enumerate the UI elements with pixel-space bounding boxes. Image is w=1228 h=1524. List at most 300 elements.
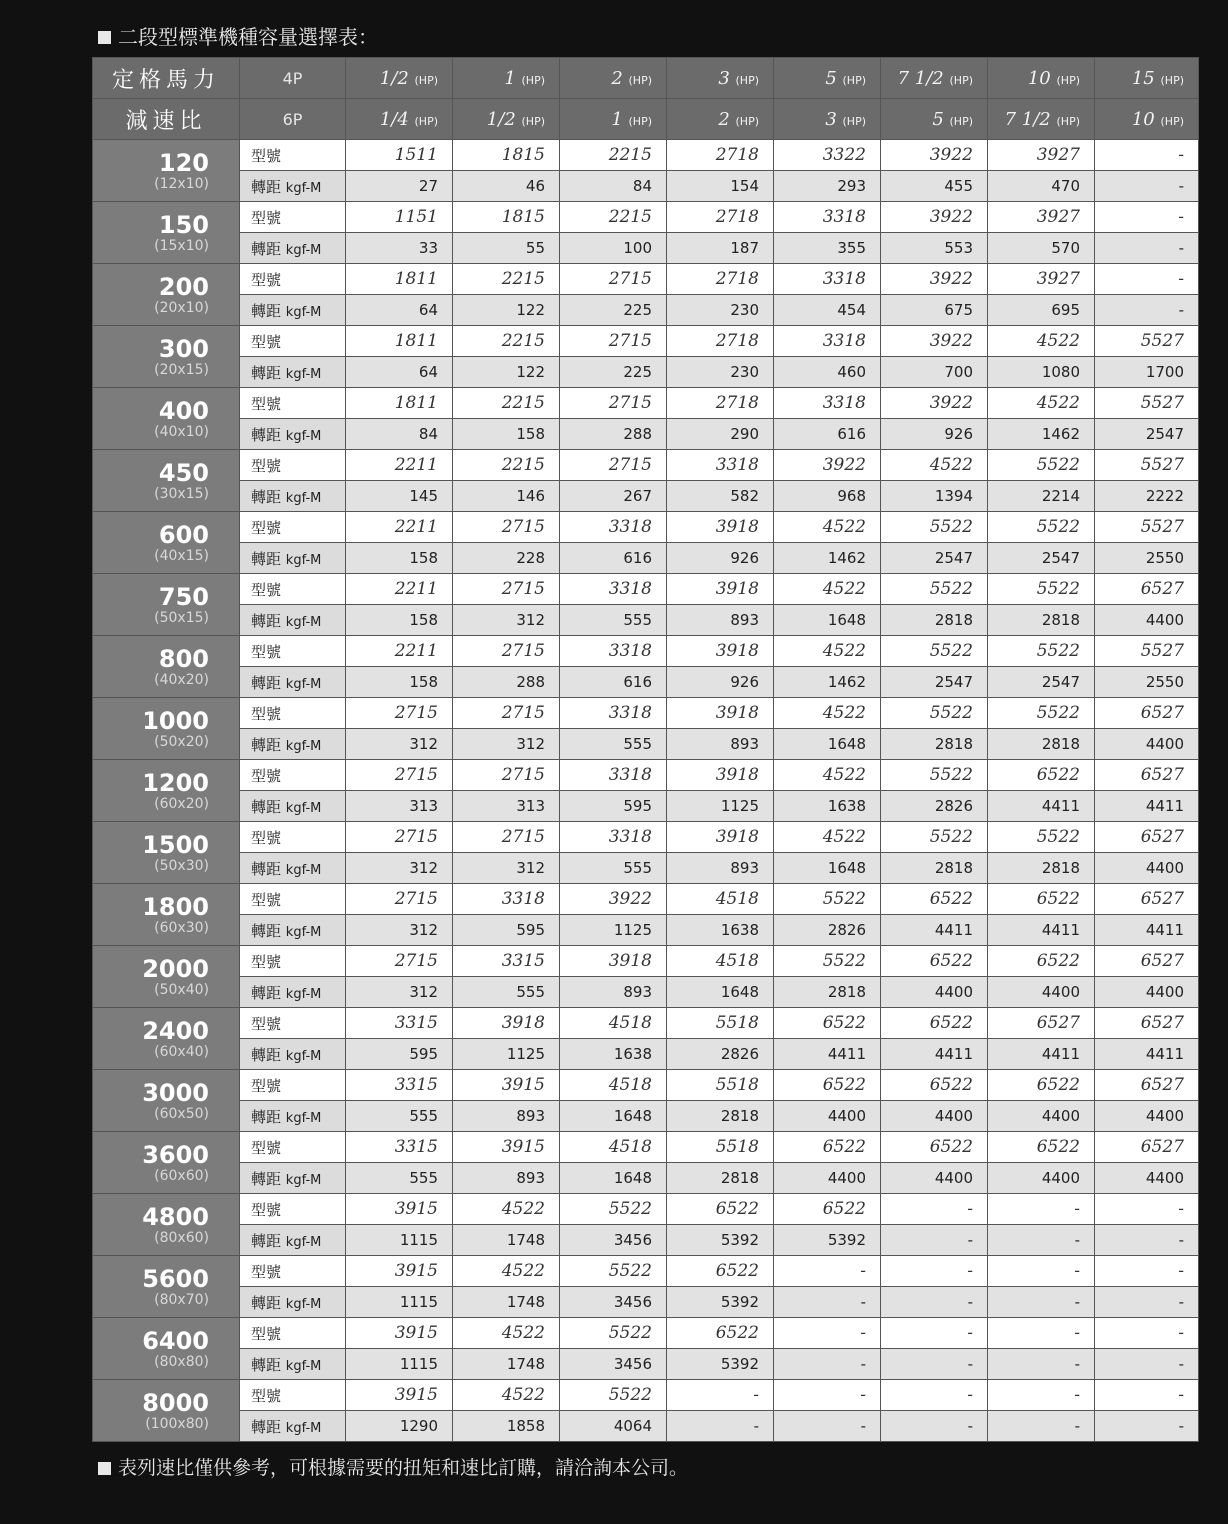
torque-label-text: 轉距 xyxy=(251,549,282,568)
model-cell: 5522 xyxy=(560,1194,667,1225)
torque-cell: 4411 xyxy=(1095,1039,1199,1070)
torque-label xyxy=(240,419,346,450)
model-cell: 5527 xyxy=(1095,326,1199,357)
model-row xyxy=(93,1256,1199,1287)
torque-cell: 893 xyxy=(667,729,774,760)
model-cell: 2718 xyxy=(667,388,774,419)
torque-cell: 1648 xyxy=(667,977,774,1008)
model-cell: 5522 xyxy=(988,574,1095,605)
torque-label-text: 轉距 xyxy=(251,425,282,444)
model-cell: 2715 xyxy=(560,388,667,419)
model-cell: 2211 xyxy=(346,574,453,605)
model-cell: 2718 xyxy=(667,202,774,233)
model-label: 型號 xyxy=(240,140,346,171)
torque-unit: kgf-M xyxy=(285,1048,322,1064)
model-label: 型號 xyxy=(240,264,346,295)
torque-cell: 1125 xyxy=(667,791,774,822)
model-cell: - xyxy=(881,1380,988,1411)
torque-cell: 2547 xyxy=(988,667,1095,698)
torque-label xyxy=(240,171,346,202)
torque-cell: 616 xyxy=(774,419,881,450)
model-cell: 6522 xyxy=(881,1008,988,1039)
model-label: 型號 xyxy=(240,1132,346,1163)
model-cell: 3915 xyxy=(346,1380,453,1411)
torque-cell: 4411 xyxy=(988,915,1095,946)
torque-row xyxy=(93,419,1199,450)
model-cell: 5522 xyxy=(881,822,988,853)
ratio-cell xyxy=(93,450,240,512)
torque-cell: 1125 xyxy=(453,1039,560,1070)
torque-cell: 312 xyxy=(346,977,453,1008)
model-cell: 4518 xyxy=(667,946,774,977)
ratio-cell xyxy=(93,264,240,326)
torque-unit: kgf-M xyxy=(285,1420,322,1436)
torque-label xyxy=(240,233,346,264)
torque-row xyxy=(93,791,1199,822)
model-cell: - xyxy=(1095,1256,1199,1287)
torque-cell: 288 xyxy=(560,419,667,450)
model-cell: 1151 xyxy=(346,202,453,233)
torque-label xyxy=(240,1287,346,1318)
reduction-ratio-label: 減速比 xyxy=(93,99,240,140)
torque-cell: 27 xyxy=(346,171,453,202)
hp-6p-cell xyxy=(453,99,560,140)
torque-unit: kgf-M xyxy=(285,242,322,258)
torque-cell: 312 xyxy=(453,853,560,884)
model-row xyxy=(93,884,1199,915)
torque-cell: 700 xyxy=(881,357,988,388)
torque-row xyxy=(93,295,1199,326)
torque-cell: 2818 xyxy=(881,605,988,636)
torque-cell: 1748 xyxy=(453,1349,560,1380)
model-cell: 2215 xyxy=(560,140,667,171)
torque-label-text: 轉距 xyxy=(251,1231,282,1250)
torque-cell: 1638 xyxy=(560,1039,667,1070)
torque-cell: 893 xyxy=(667,853,774,884)
model-cell: 2215 xyxy=(453,388,560,419)
ratio-value: 4800 xyxy=(142,1202,209,1231)
hp-value: 5 xyxy=(825,67,837,89)
ratio-breakdown: (60x50) xyxy=(154,1105,209,1122)
ratio-value: 1800 xyxy=(142,892,209,921)
model-row xyxy=(93,202,1199,233)
torque-label xyxy=(240,977,346,1008)
model-cell: 3922 xyxy=(881,140,988,171)
model-cell: 6527 xyxy=(1095,574,1199,605)
heading-text: 二段型標準機種容量選擇表： xyxy=(118,25,378,49)
model-cell: 6522 xyxy=(667,1194,774,1225)
model-cell: 2715 xyxy=(346,884,453,915)
hp-value: 1 xyxy=(504,67,516,89)
model-cell: 2715 xyxy=(346,698,453,729)
bullet-square-icon xyxy=(98,1462,111,1475)
model-cell: 3922 xyxy=(881,326,988,357)
torque-cell: 1648 xyxy=(560,1163,667,1194)
model-cell: 3918 xyxy=(667,698,774,729)
model-cell: 6522 xyxy=(988,1070,1095,1101)
ratio-breakdown: (80x60) xyxy=(154,1229,209,1246)
torque-cell: 3456 xyxy=(560,1287,667,1318)
torque-cell: 1462 xyxy=(774,543,881,574)
torque-cell: 4400 xyxy=(774,1163,881,1194)
torque-label xyxy=(240,481,346,512)
model-cell: 6522 xyxy=(774,1132,881,1163)
ratio-breakdown: (12x10) xyxy=(154,175,209,192)
bullet-square-icon xyxy=(98,31,111,44)
torque-row xyxy=(93,729,1199,760)
header-row-4p xyxy=(93,58,1199,99)
ratio-cell xyxy=(93,1380,240,1442)
torque-cell: 3456 xyxy=(560,1349,667,1380)
torque-cell: 230 xyxy=(667,295,774,326)
torque-label xyxy=(240,1349,346,1380)
torque-unit: kgf-M xyxy=(285,800,322,816)
model-cell: 4518 xyxy=(560,1070,667,1101)
footnote xyxy=(98,1453,688,1483)
torque-cell: - xyxy=(881,1411,988,1442)
torque-row xyxy=(93,1411,1199,1442)
ratio-cell xyxy=(93,1256,240,1318)
model-cell: 2718 xyxy=(667,140,774,171)
ratio-breakdown: (50x15) xyxy=(154,609,209,626)
model-row xyxy=(93,1008,1199,1039)
ratio-cell xyxy=(93,946,240,1008)
ratio-breakdown: (80x80) xyxy=(154,1353,209,1370)
hp-unit: (HP) xyxy=(735,73,759,87)
ratio-cell xyxy=(93,1194,240,1256)
torque-cell: 454 xyxy=(774,295,881,326)
table-heading xyxy=(98,22,378,52)
torque-cell: 158 xyxy=(346,605,453,636)
ratio-value: 1000 xyxy=(142,706,209,735)
model-row xyxy=(93,450,1199,481)
model-cell: 3922 xyxy=(560,884,667,915)
torque-unit: kgf-M xyxy=(285,180,322,196)
hp-6p-cell xyxy=(560,99,667,140)
hp-4p-cell xyxy=(560,58,667,99)
model-cell: 6522 xyxy=(881,1070,988,1101)
torque-cell: 33 xyxy=(346,233,453,264)
ratio-cell xyxy=(93,202,240,264)
model-cell: 5527 xyxy=(1095,388,1199,419)
model-cell: 4522 xyxy=(988,326,1095,357)
model-cell: 3315 xyxy=(346,1070,453,1101)
torque-unit: kgf-M xyxy=(285,366,322,382)
torque-row xyxy=(93,233,1199,264)
torque-label-text: 轉距 xyxy=(251,1355,282,1374)
torque-cell: 1115 xyxy=(346,1287,453,1318)
model-cell: 2715 xyxy=(346,822,453,853)
torque-row xyxy=(93,357,1199,388)
torque-cell: 455 xyxy=(881,171,988,202)
hp-value: 3 xyxy=(825,108,837,130)
torque-cell: 2550 xyxy=(1095,543,1199,574)
model-cell: - xyxy=(1095,140,1199,171)
torque-cell: 1700 xyxy=(1095,357,1199,388)
torque-cell: 312 xyxy=(453,605,560,636)
torque-cell: 145 xyxy=(346,481,453,512)
hp-unit: (HP) xyxy=(949,73,973,87)
hp-4p-cell xyxy=(1095,58,1199,99)
ratio-cell xyxy=(93,884,240,946)
model-cell: 3318 xyxy=(774,202,881,233)
model-cell: 6522 xyxy=(881,884,988,915)
hp-value: 1/4 xyxy=(379,108,409,130)
ratio-cell xyxy=(93,512,240,574)
torque-cell: - xyxy=(881,1225,988,1256)
hp-4p-cell xyxy=(667,58,774,99)
torque-label xyxy=(240,543,346,574)
torque-row xyxy=(93,1287,1199,1318)
torque-label-text: 轉距 xyxy=(251,363,282,382)
model-cell: 1511 xyxy=(346,140,453,171)
torque-row xyxy=(93,1039,1199,1070)
ratio-value: 600 xyxy=(158,520,209,549)
hp-unit: (HP) xyxy=(842,114,866,128)
torque-cell: 230 xyxy=(667,357,774,388)
ratio-cell xyxy=(93,574,240,636)
model-cell: 3922 xyxy=(881,388,988,419)
model-cell: 3915 xyxy=(453,1070,560,1101)
torque-cell: 158 xyxy=(346,543,453,574)
torque-unit: kgf-M xyxy=(285,614,322,630)
torque-row xyxy=(93,977,1199,1008)
model-row xyxy=(93,574,1199,605)
torque-cell: 1648 xyxy=(774,729,881,760)
torque-cell: 64 xyxy=(346,357,453,388)
ratio-value: 5600 xyxy=(142,1264,209,1293)
torque-cell: 595 xyxy=(560,791,667,822)
pole-4p-label: 4P xyxy=(240,58,346,99)
torque-cell: - xyxy=(988,1225,1095,1256)
torque-cell: 4411 xyxy=(881,1039,988,1070)
hp-value: 3 xyxy=(718,67,730,89)
model-row xyxy=(93,698,1199,729)
model-cell: 5522 xyxy=(881,512,988,543)
torque-label-text: 轉距 xyxy=(251,1045,282,1064)
torque-cell: 5392 xyxy=(774,1225,881,1256)
torque-cell: 4400 xyxy=(1095,729,1199,760)
ratio-breakdown: (40x10) xyxy=(154,423,209,440)
model-cell: 1815 xyxy=(453,202,560,233)
model-row xyxy=(93,140,1199,171)
torque-cell: - xyxy=(1095,171,1199,202)
model-cell: 6522 xyxy=(774,1008,881,1039)
torque-cell: 2818 xyxy=(774,977,881,1008)
model-cell: 2715 xyxy=(453,760,560,791)
model-cell: 3918 xyxy=(667,822,774,853)
model-cell: 6522 xyxy=(988,946,1095,977)
model-cell: 1811 xyxy=(346,388,453,419)
model-row xyxy=(93,1070,1199,1101)
torque-row xyxy=(93,853,1199,884)
ratio-breakdown: (60x30) xyxy=(154,919,209,936)
torque-cell: - xyxy=(774,1287,881,1318)
hp-value: 7 1/2 xyxy=(1004,108,1051,130)
model-cell: 3918 xyxy=(667,760,774,791)
torque-cell: 4400 xyxy=(881,977,988,1008)
torque-cell: 1648 xyxy=(774,605,881,636)
torque-unit: kgf-M xyxy=(285,862,322,878)
model-cell: 2215 xyxy=(560,202,667,233)
ratio-breakdown: (40x15) xyxy=(154,547,209,564)
torque-cell: 2818 xyxy=(988,729,1095,760)
model-row xyxy=(93,636,1199,667)
model-cell: 2715 xyxy=(453,512,560,543)
ratio-value: 200 xyxy=(158,272,209,301)
model-cell: 3922 xyxy=(881,264,988,295)
torque-label xyxy=(240,1225,346,1256)
torque-cell: 470 xyxy=(988,171,1095,202)
torque-cell: 228 xyxy=(453,543,560,574)
model-cell: 3927 xyxy=(988,140,1095,171)
ratio-breakdown: (60x40) xyxy=(154,1043,209,1060)
ratio-value: 120 xyxy=(158,148,209,177)
torque-cell: 555 xyxy=(453,977,560,1008)
model-cell: 2715 xyxy=(453,822,560,853)
torque-cell: 312 xyxy=(346,915,453,946)
model-cell: 5522 xyxy=(560,1380,667,1411)
model-row xyxy=(93,1132,1199,1163)
ratio-value: 750 xyxy=(158,582,209,611)
model-cell: 6527 xyxy=(1095,884,1199,915)
model-cell: 6527 xyxy=(1095,698,1199,729)
torque-unit: kgf-M xyxy=(285,490,322,506)
torque-row xyxy=(93,605,1199,636)
model-label: 型號 xyxy=(240,698,346,729)
torque-cell: 2818 xyxy=(881,853,988,884)
torque-label xyxy=(240,729,346,760)
torque-cell: - xyxy=(881,1349,988,1380)
ratio-value: 8000 xyxy=(142,1388,209,1417)
model-cell: 4518 xyxy=(560,1008,667,1039)
ratio-breakdown: (30x15) xyxy=(154,485,209,502)
torque-cell: - xyxy=(667,1411,774,1442)
model-cell: 4522 xyxy=(988,388,1095,419)
torque-label-text: 轉距 xyxy=(251,921,282,940)
torque-cell: - xyxy=(988,1287,1095,1318)
model-cell: 3318 xyxy=(560,574,667,605)
model-cell: 3322 xyxy=(774,140,881,171)
ratio-value: 1500 xyxy=(142,830,209,859)
model-label: 型號 xyxy=(240,512,346,543)
torque-cell: 312 xyxy=(346,853,453,884)
torque-cell: 582 xyxy=(667,481,774,512)
torque-cell: 312 xyxy=(453,729,560,760)
model-cell: 3315 xyxy=(453,946,560,977)
model-cell: 5522 xyxy=(774,946,881,977)
torque-cell: 84 xyxy=(346,419,453,450)
torque-unit: kgf-M xyxy=(285,1172,322,1188)
torque-label-text: 轉距 xyxy=(251,983,282,1002)
torque-unit: kgf-M xyxy=(285,1358,322,1374)
torque-cell: 4400 xyxy=(988,1163,1095,1194)
model-cell: - xyxy=(1095,1380,1199,1411)
model-label: 型號 xyxy=(240,760,346,791)
torque-cell: 4400 xyxy=(881,1101,988,1132)
model-cell: 5522 xyxy=(881,760,988,791)
model-row xyxy=(93,760,1199,791)
torque-cell: 616 xyxy=(560,667,667,698)
torque-cell: 55 xyxy=(453,233,560,264)
hp-4p-cell xyxy=(774,58,881,99)
torque-cell: 2547 xyxy=(1095,419,1199,450)
model-row xyxy=(93,1318,1199,1349)
model-cell: 2215 xyxy=(453,264,560,295)
hp-value: 2 xyxy=(611,67,623,89)
torque-cell: 555 xyxy=(560,605,667,636)
model-cell: 5522 xyxy=(881,574,988,605)
torque-cell: 460 xyxy=(774,357,881,388)
torque-cell: 968 xyxy=(774,481,881,512)
torque-cell: - xyxy=(1095,1225,1199,1256)
ratio-cell xyxy=(93,1318,240,1380)
torque-cell: 187 xyxy=(667,233,774,264)
torque-label-text: 轉距 xyxy=(251,859,282,878)
model-cell: 5522 xyxy=(988,450,1095,481)
model-cell: 2718 xyxy=(667,264,774,295)
model-cell: 2715 xyxy=(560,450,667,481)
hp-unit: (HP) xyxy=(735,114,759,128)
torque-label xyxy=(240,791,346,822)
model-cell: 6527 xyxy=(1095,822,1199,853)
hp-4p-cell xyxy=(346,58,453,99)
model-cell: 2211 xyxy=(346,636,453,667)
torque-unit: kgf-M xyxy=(285,304,322,320)
hp-unit: (HP) xyxy=(1056,73,1080,87)
torque-label-text: 轉距 xyxy=(251,735,282,754)
model-cell: 6527 xyxy=(1095,1070,1199,1101)
torque-cell: 313 xyxy=(346,791,453,822)
torque-cell: 154 xyxy=(667,171,774,202)
model-cell: 6527 xyxy=(1095,760,1199,791)
torque-label-text: 轉距 xyxy=(251,797,282,816)
torque-cell: 2222 xyxy=(1095,481,1199,512)
ratio-cell xyxy=(93,140,240,202)
model-label: 型號 xyxy=(240,574,346,605)
model-cell: 3922 xyxy=(881,202,988,233)
model-cell: - xyxy=(774,1256,881,1287)
model-cell: 3918 xyxy=(667,636,774,667)
hp-value: 1/2 xyxy=(379,67,409,89)
model-cell: - xyxy=(881,1256,988,1287)
torque-unit: kgf-M xyxy=(285,552,322,568)
model-label: 型號 xyxy=(240,388,346,419)
torque-cell: 1748 xyxy=(453,1287,560,1318)
torque-cell: 46 xyxy=(453,171,560,202)
hp-4p-cell xyxy=(881,58,988,99)
torque-cell: 64 xyxy=(346,295,453,326)
torque-unit: kgf-M xyxy=(285,1110,322,1126)
torque-cell: 1648 xyxy=(560,1101,667,1132)
hp-unit: (HP) xyxy=(414,114,438,128)
torque-cell: 555 xyxy=(346,1163,453,1194)
torque-label-text: 轉距 xyxy=(251,673,282,692)
ratio-value: 450 xyxy=(158,458,209,487)
ratio-value: 800 xyxy=(158,644,209,673)
torque-unit: kgf-M xyxy=(285,738,322,754)
torque-cell: 1394 xyxy=(881,481,988,512)
model-label: 型號 xyxy=(240,202,346,233)
torque-label xyxy=(240,1411,346,1442)
torque-cell: 1080 xyxy=(988,357,1095,388)
torque-unit: kgf-M xyxy=(285,428,322,444)
torque-cell: 1638 xyxy=(667,915,774,946)
model-cell: - xyxy=(1095,264,1199,295)
torque-cell: 2818 xyxy=(988,853,1095,884)
torque-cell: - xyxy=(988,1411,1095,1442)
model-cell: 4522 xyxy=(453,1380,560,1411)
